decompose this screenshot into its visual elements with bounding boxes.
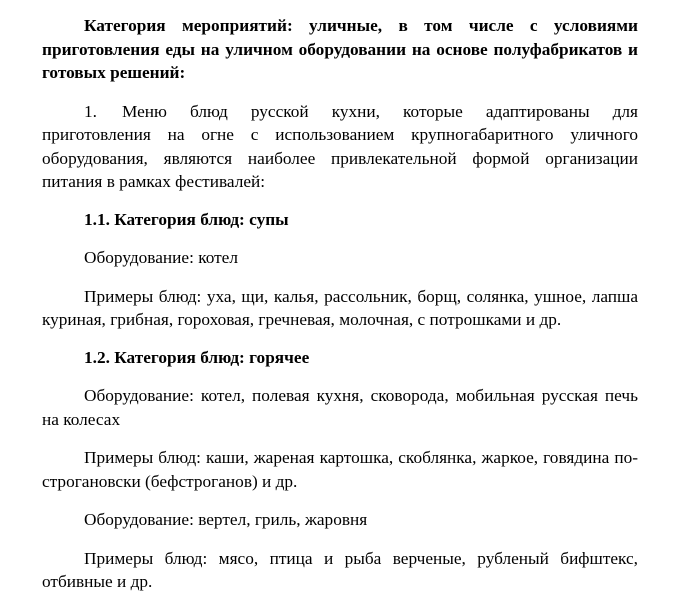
intro-text: Меню блюд русской кухни, которые адаптированы для приготовления на огне с использованием крупногабаритного уличного оборудования, являются наиболее привлекательной формой организации питания в рамках фестивалей: xyxy=(42,101,638,191)
soups-equipment: Оборудование: котел xyxy=(84,248,238,267)
category-title: Категория мероприятий: уличные, в том числе с условиями приготовления еды на уличном оборудовании на основе полуфабрикатов и готовых решений: xyxy=(42,16,638,82)
document-page xyxy=(42,14,638,594)
soups-examples: Примеры блюд: уха, щи, калья, рассольник, борщ, солянка, ушное, лапша куриная, грибная, гороховая, гречневая, молочная, с потрошками и др. xyxy=(42,286,638,329)
hot-examples: Примеры блюд: каши, жареная картошка, скоблянка, жаркое, говядина по-строгановски (бефстроганов) и др. xyxy=(42,448,638,491)
hot-equipment-2: Оборудование: вертел, гриль, жаровня xyxy=(84,510,368,529)
hot-examples-2: Примеры блюд: мясо, птица и рыба верченые, рубленый бифштекс, отбивные и др. xyxy=(42,548,638,591)
intro-number: 1. xyxy=(84,101,97,121)
section-heading-hot: 1.2. Категория блюд: горячее xyxy=(84,347,310,367)
section-heading-soups: 1.1. Категория блюд: супы xyxy=(84,209,289,229)
hot-equipment: Оборудование: котел, полевая кухня, сковорода, мобильная русская печь на колесах xyxy=(42,386,638,429)
intro-paragraph xyxy=(42,100,638,194)
